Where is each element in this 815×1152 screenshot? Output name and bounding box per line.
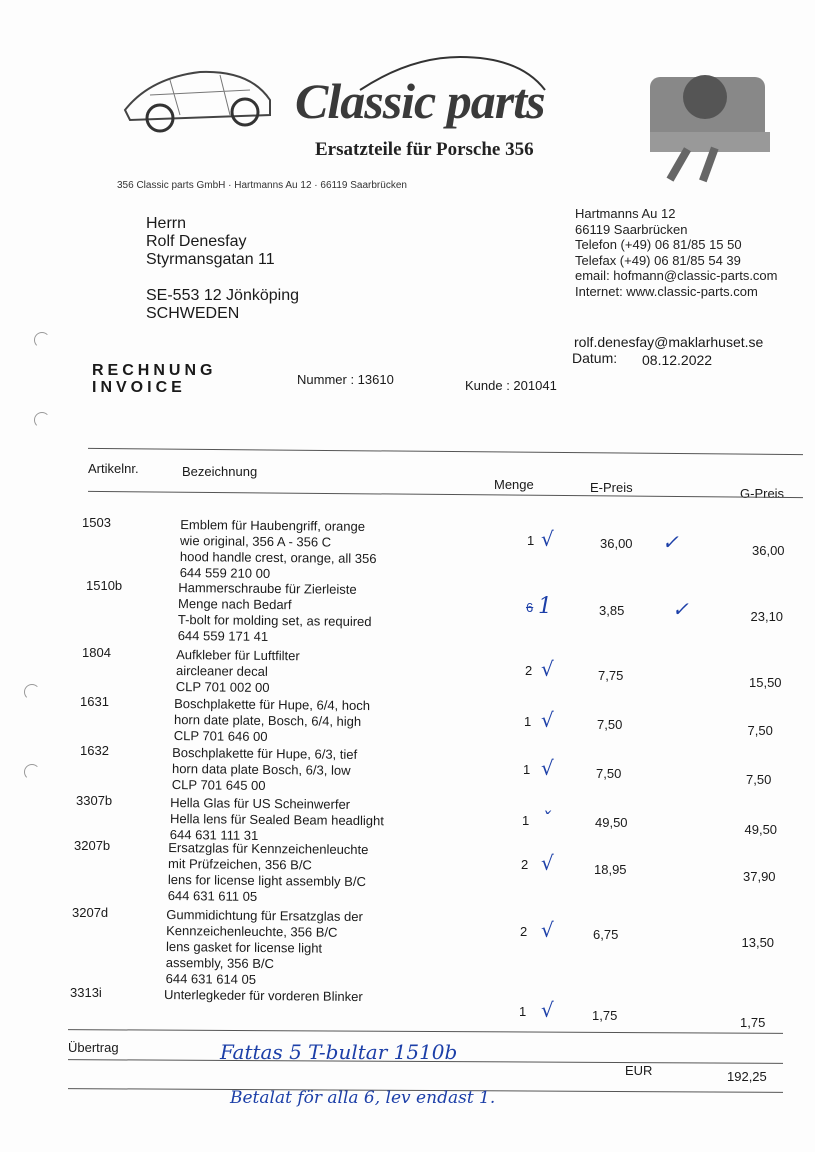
description-line: Menge nach Bedarf [178,596,292,613]
quantity: 1 [519,1004,527,1019]
unit-price: 7,50 [596,766,622,781]
col-qty: Menge [494,477,534,492]
item-description [178,580,372,646]
line-total: 49,50 [744,822,778,837]
unit-price: 6,75 [593,927,619,942]
col-unit-price: E-Preis [590,480,633,495]
description-line: Hella lens für Sealed Beam headlight [169,811,384,829]
article-number: 3207b [74,838,111,853]
sender-line: 356 Classic parts GmbH · Hartmanns Au 12 · 66119 Saarbrücken [117,180,407,191]
quantity: 2 [525,663,533,678]
doc-title: RECHNUNG [92,362,217,379]
punch-hole [34,332,50,348]
recipient-address [146,215,299,323]
punch-hole [24,684,40,700]
recipient-city: SE-553 12 Jönköping [146,287,299,304]
description-line: Kennzeichenleuchte, 356 B/C [166,923,338,940]
punch-hole [24,764,40,780]
description-line: wie original, 356 A - 356 C [180,533,332,550]
description-line: 644 559 171 41 [177,627,269,644]
description-line: Unterlegkeder für vorderen Blinker [163,987,363,1005]
contact-fax: Telefax (+49) 06 81/85 54 39 [575,252,741,268]
line-total: 13,50 [741,935,775,950]
article-number: 1631 [80,694,109,709]
divider [88,491,803,498]
col-description: Bezeichnung [182,464,258,479]
article-number: 3207d [72,905,109,920]
quantity: 2 [521,857,529,872]
divider [68,1029,783,1034]
line-total: 7,50 [747,723,773,738]
punch-hole [34,412,50,428]
description-line: horn date plate, Bosch, 6/4, high [173,712,362,729]
article-number: 1503 [82,515,111,530]
quantity: 6 [526,600,534,615]
contact-street: Hartmanns Au 12 [575,206,676,221]
check-mark: √ [541,998,554,1022]
description-line: Gummidichtung für Ersatzglas der [166,907,363,925]
description-line: aircleaner decal [175,663,268,679]
description-line: mit Prüfzeichen, 356 B/C [168,856,312,873]
carry-label: Übertrag [68,1040,119,1055]
recipient-street: Styrmansgatan 11 [146,251,275,268]
description-line: Hammerschraube für Zierleiste [178,580,357,597]
description-line: 644 631 111 31 [169,826,259,843]
recipient-country: SCHWEDEN [146,305,240,322]
article-number: 3307b [76,793,113,808]
unit-price: 1,75 [592,1008,618,1023]
check-mark: √ [541,657,554,681]
divider [88,448,803,455]
item-description [172,745,357,795]
article-number: 1510b [86,578,123,593]
article-number: 1804 [82,645,111,660]
check-mark: √ [541,527,554,551]
description-line: Hella Glas für US Scheinwerfer [170,795,351,812]
handwritten-note-1: Fattas 5 T-bultar 1510b [220,1040,458,1064]
engine-illustration [630,52,780,187]
car-illustration [120,60,280,140]
description-line: Aufkleber für Luftfilter [176,647,300,664]
invoice-number: Nummer : 13610 [297,372,394,387]
handwritten-quantity: 1 [538,594,552,619]
line-total: 7,50 [746,772,772,787]
description-line: assembly, 356 B/C [165,954,275,972]
description-line: 644 631 611 05 [167,887,258,904]
quantity: 1 [522,813,530,828]
company-contact [575,206,777,299]
line-total: 37,90 [743,869,776,884]
brand-logo: Classic parts [295,73,545,129]
description-line: CLP 701 645 00 [171,776,266,793]
col-total: G-Preis [740,486,785,501]
unit-price: 7,75 [598,668,624,683]
item-description [168,840,369,906]
description-line: lens gasket for license light [165,939,323,956]
doc-title-en: INVOICE [92,379,186,396]
description-line: hood handle crest, orange, all 356 [179,549,377,567]
unit-price: 7,50 [597,717,623,732]
line-total: 15,50 [749,675,782,690]
contact-email: email: hofmann@classic-parts.com [575,268,778,283]
description-line: 644 631 614 05 [165,970,257,987]
description-line: 644 559 210 00 [179,564,271,581]
unit-price: 49,50 [595,815,628,830]
item-description [170,795,384,845]
line-total: 23,10 [750,609,784,624]
check-mark: √ [541,851,554,875]
recipient-name: Rolf Denesfay [146,233,247,250]
item-description [174,696,370,746]
currency: EUR [625,1063,653,1078]
quantity: 1 [527,533,535,548]
quantity: 2 [520,924,528,939]
description-line: horn data plate Bosch, 6/3, low [171,761,351,778]
contact-phone: Telefon (+49) 06 81/85 15 50 [575,237,742,252]
item-description [166,907,363,989]
description-line: lens for license light assembly B/C [167,872,366,890]
price-check-mark: ✓ [662,530,679,554]
line-total: 36,00 [752,543,785,558]
customer-email: rolf.denesfay@maklarhuset.se [574,334,764,350]
item-description [180,517,377,583]
quantity: 1 [523,762,531,777]
check-mark: √ [541,918,554,942]
description-line: T-bolt for molding set, as required [177,612,372,630]
price-check-mark: ✓ [672,597,689,621]
quantity: 1 [524,714,532,729]
unit-price: 36,00 [600,536,633,551]
customer-number: Kunde : 201041 [465,378,557,393]
contact-web: Internet: www.classic-parts.com [575,283,758,299]
handwritten-note-2: Betalat för alla 6, lev endast 1. [230,1088,496,1108]
recipient-salutation: Herrn [146,215,187,232]
unit-price: 3,85 [599,603,625,618]
contact-city: 66119 Saarbrücken [575,221,688,237]
col-article: Artikelnr. [88,461,139,476]
tagline: Ersatzteile für Porsche 356 [315,139,534,160]
description-line: CLP 701 646 00 [173,727,268,744]
line-total: 1,75 [740,1015,766,1030]
description-line: CLP 701 002 00 [175,678,270,695]
invoice-total: 192,25 [727,1069,767,1084]
description-line: Emblem für Haubengriff, orange [180,517,366,534]
item-description [176,647,300,696]
article-number: 1632 [80,743,109,758]
check-mark: ˇ [541,807,551,831]
description-line: Boschplakette für Hupe, 6/3, tief [172,745,358,762]
description-line: Ersatzglas für Kennzeichenleuchte [168,840,369,858]
check-mark: √ [541,756,554,780]
article-number: 3313i [70,985,102,1000]
item-description [164,987,363,1005]
invoice-date: 08.12.2022 [642,352,713,368]
check-mark: √ [541,708,554,732]
description-line: Boschplakette für Hupe, 6/4, hoch [174,696,371,714]
unit-price: 18,95 [594,862,627,877]
date-label: Datum: [572,350,618,366]
